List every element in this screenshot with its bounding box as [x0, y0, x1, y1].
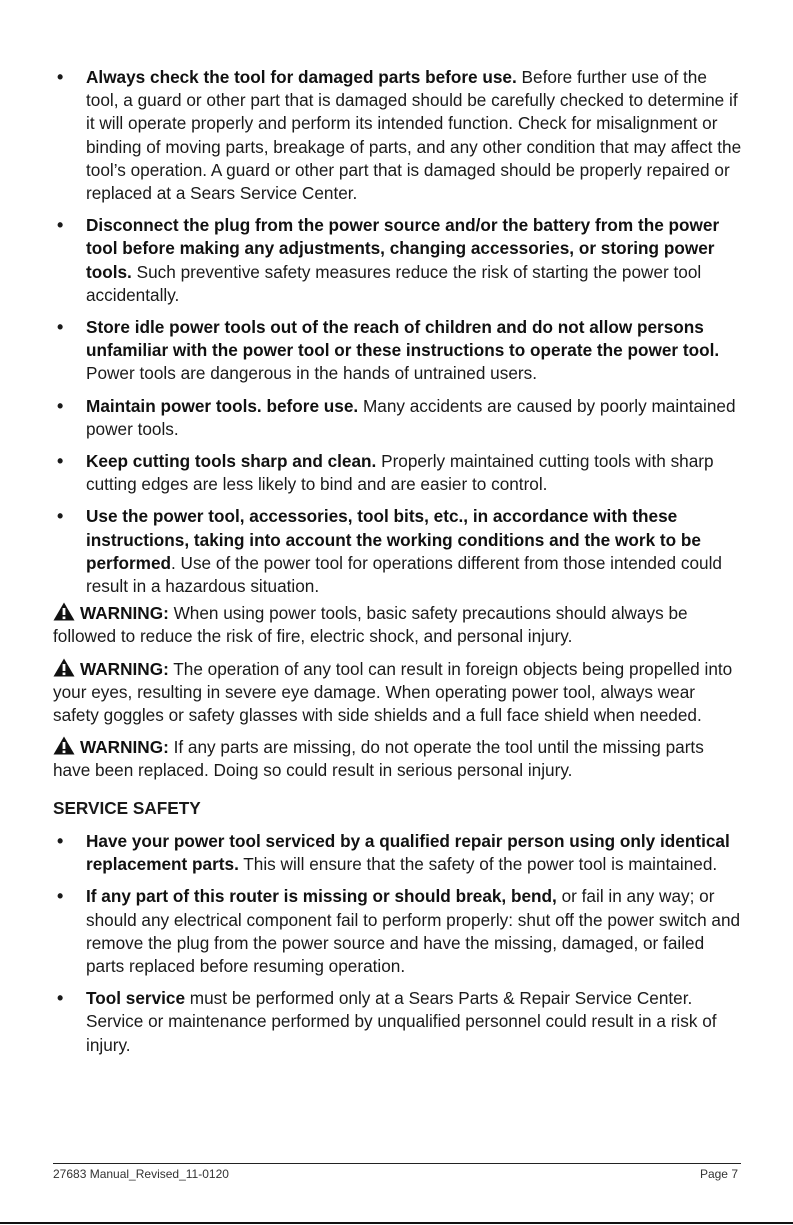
bullet-bold: Always check the tool for damaged parts before use.: [86, 67, 517, 87]
bullet-dot: •: [57, 886, 64, 907]
footer-doc-id: 27683 Manual_Revised_11-0120: [53, 1167, 229, 1181]
bullet-item: [53, 450, 743, 496]
bullet-bold: Use the power tool, accessories, tool bits, etc., in accordance with these instructions, taking into account the working conditions and the work to be performed: [86, 506, 701, 573]
bullet-bold: Have your power tool serviced by a qualified repair person using only identical replacement parts.: [86, 830, 730, 875]
warning-triangle-icon: [53, 736, 75, 755]
bullet-bold: Disconnect the plug from the power source and/or the battery from the power tool before making any adjustments, changing accessories, or storing power tools.: [86, 215, 720, 282]
bullet-text: Before further use of the tool, a guard or other part that is damaged should be carefully checked to determine if it will operate properly and perform its intended function. Check for misalignment or binding of moving parts, breakage of parts, and any other condition that may affect the tool’s operation. A guard or other part that is damaged should be properly repaired or replaced at a Sears Service Center.: [86, 67, 742, 204]
bullet-dot: •: [57, 67, 64, 87]
bullet-text: or fail in any way; or should any electrical component fail to perform properly: shut off the power switch and remove the plug from the power source and have the missing, damaged, or failed parts replaced before resuming operation.: [86, 886, 741, 976]
warning-triangle-icon: [53, 658, 75, 677]
bullet-dot: •: [57, 215, 64, 236]
footer-rule: [53, 1163, 741, 1164]
warning-block: [53, 736, 743, 782]
bullet-text: Power tools are dangerous in the hands of untrained users.: [86, 363, 537, 384]
bullet-item: [53, 830, 743, 876]
bullet-text: . Use of the power tool for operations different from those intended could result in a hazardous situation.: [86, 552, 722, 597]
bullet-item: [53, 987, 743, 1057]
warning-label: WARNING:: [80, 737, 169, 758]
bullet-bold: Tool service: [86, 988, 186, 1009]
bullet-item: [53, 214, 743, 307]
bullet-dot: •: [57, 988, 64, 1009]
bullet-item: [53, 395, 743, 441]
warning-label: WARNING:: [80, 603, 169, 624]
warning-text: The operation of any tool can result in foreign objects being propelled into your eyes, resulting in severe eye damage. When operating power tool, always wear safety goggles or safety glasses with side shields and a full face shield when needed.: [53, 658, 733, 726]
bullet-item: [53, 316, 743, 386]
content: [53, 66, 743, 1066]
bullet-item: [53, 66, 743, 205]
bullet-dot: •: [57, 317, 64, 338]
bullet-text: Many accidents are caused by poorly maintained power tools.: [86, 395, 736, 439]
section-title: SERVICE SAFETY: [53, 797, 201, 818]
bullet-dot: •: [57, 451, 64, 472]
warning-label: WARNING:: [80, 658, 169, 679]
bottom-edge-rule: [0, 1222, 793, 1224]
bullet-bold: Maintain power tools. before use.: [86, 395, 359, 416]
bullet-bold: Keep cutting tools sharp and clean.: [86, 451, 377, 472]
warning-text: If any parts are missing, do not operate the tool until the missing parts have been replaced. Doing so could result in serious personal injury.: [53, 737, 704, 781]
bullet-bold: If any part of this router is missing or should break, bend,: [86, 886, 557, 907]
warning-triangle-icon: [53, 602, 75, 621]
warning-block: [53, 658, 743, 728]
bullet-dot: •: [57, 395, 64, 416]
bullet-dot: •: [57, 506, 64, 527]
bullet-item: [53, 505, 743, 598]
bullet-text: This will ensure that the safety of the power tool is maintained.: [238, 854, 718, 875]
bullet-dot: •: [57, 830, 64, 851]
bullet-bold: Store idle power tools out of the reach of children and do not allow persons unfamiliar with the power tool or these instructions to operate the power tool.: [86, 317, 720, 361]
bullet-item: [53, 885, 743, 978]
bullet-text: must be performed only at a Sears Parts & Repair Service Center. Service or maintenance performed by unqualified personnel could result in a risk of injury.: [86, 988, 717, 1055]
warning-text: When using power tools, basic safety precautions should always be followed to reduce the risk of fire, electric shock, and personal injury.: [53, 603, 688, 647]
bullet-text: Such preventive safety measures reduce the risk of starting the power tool accidentally.: [86, 261, 702, 305]
warning-block: [53, 602, 743, 648]
bullet-text: Properly maintained cutting tools with sharp cutting edges are less likely to bind and are easier to control.: [86, 451, 714, 495]
footer-page-number: Page 7: [699, 1167, 738, 1181]
